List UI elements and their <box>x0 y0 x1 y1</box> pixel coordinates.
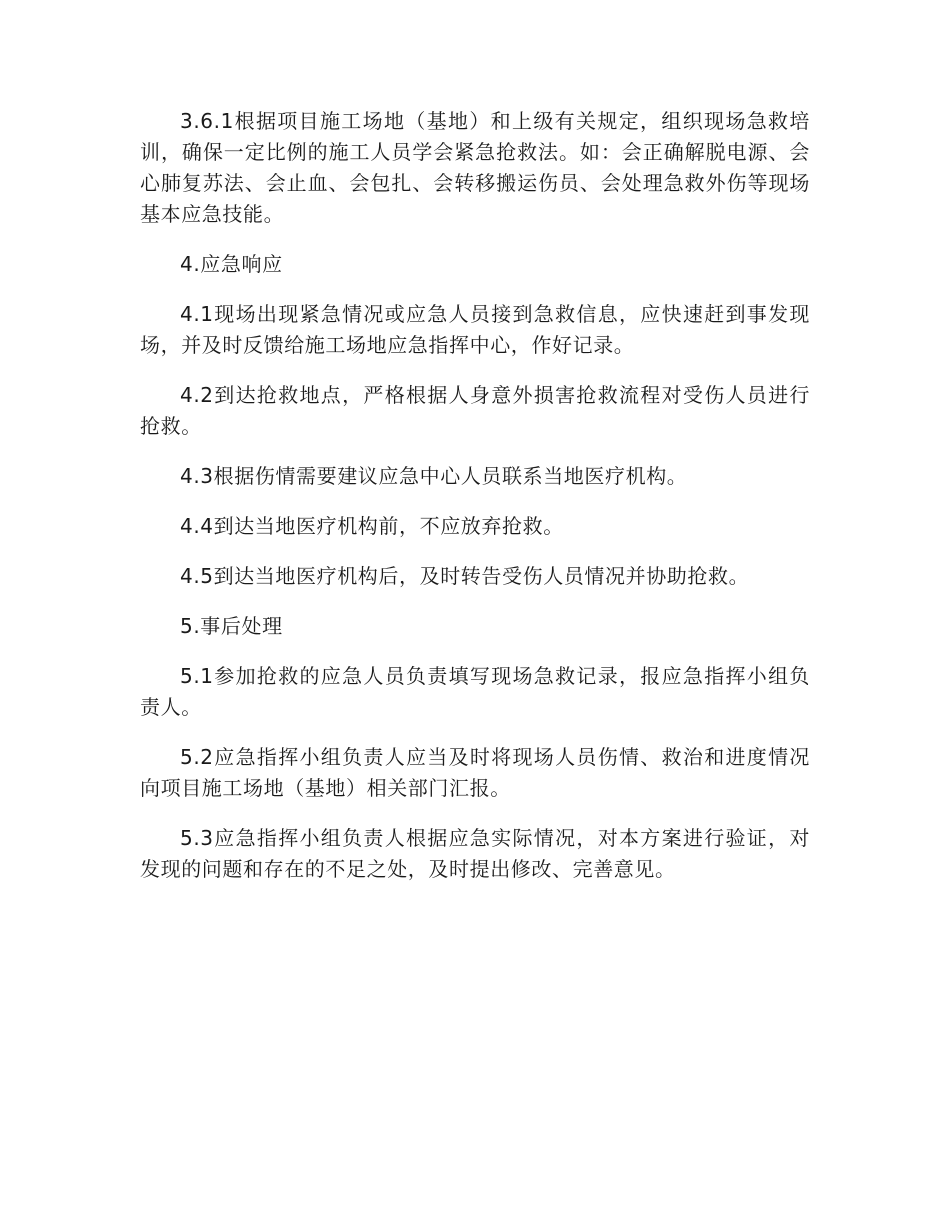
paragraph-5-3: 5.3应急指挥小组负责人根据应急实际情况，对本方案进行验证，对发现的问题和存在的不足之处，及时提出修改、完善意见。 <box>140 826 810 881</box>
paragraph-3-6-1: 3.6.1根据项目施工场地（基地）和上级有关规定，组织现场急救培训，确保一定比例的施工人员学会紧急抢救法。如：会正确解脱电源、会心肺复苏法、会止血、会包扎、会转移搬运伤员、会处理急救外伤等现场基本应急技能。 <box>140 109 810 226</box>
paragraph-4-5: 4.5到达当地医疗机构后，及时转告受伤人员情况并协助抢救。 <box>180 564 750 588</box>
section-heading-emergency-response: 4.应急响应 <box>180 252 283 276</box>
paragraph-5-1: 5.1参加抢救的应急人员负责填写现场急救记录，报应急指挥小组负责人。 <box>140 664 810 719</box>
paragraph-4-3: 4.3根据伤情需要建议应急中心人员联系当地医疗机构。 <box>180 464 688 488</box>
paragraph-5-2: 5.2应急指挥小组负责人应当及时将现场人员伤情、救治和进度情况向项目施工场地（基地）相关部门汇报。 <box>140 745 810 800</box>
section-heading-aftermath: 5.事后处理 <box>180 614 283 638</box>
paragraph-4-4: 4.4到达当地医疗机构前，不应放弃抢救。 <box>180 514 564 538</box>
paragraph-4-2: 4.2到达抢救地点，严格根据人身意外损害抢救流程对受伤人员进行抢救。 <box>140 383 810 438</box>
paragraph-4-1: 4.1现场出现紧急情况或应急人员接到急救信息，应快速赶到事发现场，并及时反馈给施工场地应急指挥中心，作好记录。 <box>140 302 810 357</box>
document-body <box>140 106 810 885</box>
